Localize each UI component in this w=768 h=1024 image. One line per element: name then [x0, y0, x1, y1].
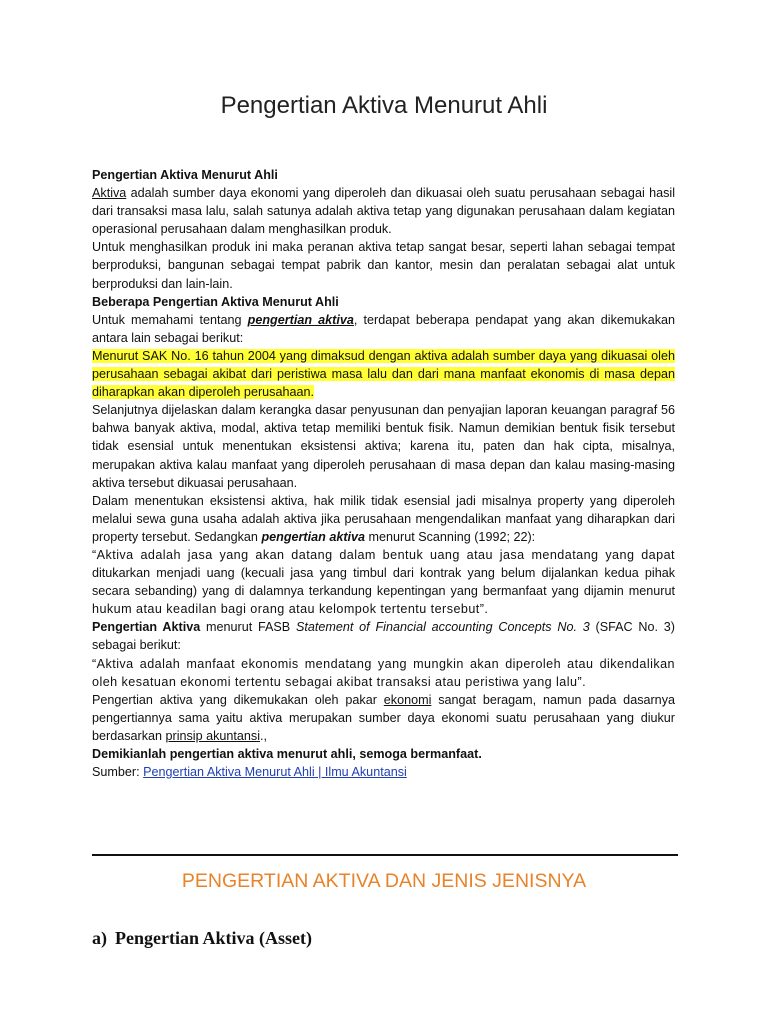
closing-bold: Demikianlah pengertian aktiva menurut ahli, semoga bermanfaat.	[92, 747, 482, 761]
fasb-statement-title: Statement of Financial accounting Concepts No. 3	[295, 620, 590, 635]
horizontal-divider	[92, 854, 678, 856]
fasb-bold-label: Pengertian Aktiva	[92, 620, 201, 635]
paragraph-6	[92, 492, 675, 546]
fasb-text: menurut FASB	[200, 620, 296, 635]
section-a-heading	[92, 928, 320, 949]
quote-scanning-end: hukum atau keadilan bagi orang atau kelompok tertentu tersebut”.	[92, 602, 489, 617]
page-title: Pengertian Aktiva Menurut Ahli	[220, 92, 548, 119]
prinsip-akuntansi-link[interactable]: prinsip akuntansi	[165, 728, 261, 743]
article-body	[92, 166, 675, 781]
paragraph-5: Selanjutnya dijelaskan dalam kerangka dasar penyusunan dan penyajian laporan keuangan paragraf 56 bahwa banyak aktiva, modal, aktiva tetap memiliki bentuk fisik. Namun demikian bentuk fisik tersebut tidak esensial untuk menentukan eksistensi aktiva; karena itu, paten dan hak cipta, misalnya, merupakan aktiva kalau manfaat yang diperoleh perusahaan di masa depan dan kalau masing-masing aktiva tersebut dikuasai perusahaan.	[92, 403, 675, 490]
source-label: Sumber:	[92, 765, 144, 780]
paragraph-1	[92, 184, 675, 238]
source-line	[92, 763, 675, 781]
paragraph-2: Untuk menghasilkan produk ini maka peranan aktiva tetap sangat besar, seperti lahan sebagai tempat berproduksi, bangunan sebagai tempat pabrik dan kantor, mesin dan peralatan sebagai alat untuk berproduksi dan lain-lain.	[92, 240, 675, 291]
fasb-text-end: (SFAC No. 3) sebagai berikut:	[92, 620, 675, 653]
paragraph-10-text-a: Pengertian aktiva yang dikemukakan oleh pakar	[92, 692, 384, 707]
section-a-title: Pengertian Aktiva (Asset)	[115, 928, 312, 948]
heading-beberapa: Beberapa Pengertian Aktiva Menurut Ahli	[92, 294, 339, 309]
ekonomi-link[interactable]: ekonomi	[383, 692, 432, 707]
pengertian-aktiva-link[interactable]: pengertian aktiva	[247, 312, 354, 327]
paragraph-6-text-a: Dalam menentukan eksistensi aktiva, hak milik tidak esensial jadi misalnya property yang diperoleh melalui sewa guna usaha adalah aktiva jika perusahaan mengendalikan manfaat yang diharapkan dari property tersebut. Sedangkan	[92, 493, 675, 544]
aktiva-link[interactable]: Aktiva	[92, 186, 127, 201]
paragraph-3-text-a: Untuk memahami tentang	[92, 312, 248, 327]
quote-scanning-body: ditukarkan menjadi uang (kecuali jasa yang timbul dari kontrak yang belum dijalankan kedua pihak secara sebanding) yang di dalamnya terkandung kepentingan yang bermanfaat yang dijamin menurut	[92, 566, 675, 599]
paragraph-6-text-c: menurut Scanning (1992; 22):	[365, 529, 536, 544]
paragraph-3-text-c: , terdapat beberapa pendapat yang akan dikemukakan antara lain sebagai berikut:	[92, 312, 676, 345]
source-link[interactable]: Pengertian Aktiva Menurut Ahli | Ilmu Akuntansi	[143, 765, 407, 780]
section-title: PENGERTIAN AKTIVA DAN JENIS JENISNYA	[181, 870, 587, 892]
paragraph-sak-highlight	[92, 347, 675, 401]
heading-pengertian: Pengertian Aktiva Menurut Ahli	[92, 168, 278, 182]
paragraph-10	[92, 691, 675, 745]
quote-scanning-line-1: “Aktiva adalah jasa yang akan datang dalam bentuk uang atau jasa mendatang yang dapat	[92, 547, 675, 562]
section-a-marker: a)	[92, 928, 107, 948]
paragraph-1-text: adalah sumber daya ekonomi yang diperoleh dan dikuasai oleh suatu perusahaan sebagai hasil dari transaksi masa lalu, salah satunya adalah aktiva tetap yang digunakan perusahaan dalam kegiatan operasional perusahaan dalam menghasilkan produk.	[92, 186, 675, 237]
quote-fasb: “Aktiva adalah manfaat ekonomis mendatang yang mungkin akan diperoleh atau dikendalikan oleh kesatuan ekonomi tertentu sebagai akibat transaksi atau peristiwa yang lalu”.	[92, 656, 675, 689]
pengertian-aktiva-emphasis: pengertian aktiva	[261, 529, 366, 544]
quote-scanning	[92, 546, 675, 618]
paragraph-10-text-b: sangat beragam, namun pada dasarnya pengertiannya sama yaitu aktiva merupakan sumber daya ekonomi suatu perusahaan yang diukur berdasarkan	[92, 692, 675, 743]
paragraph-3	[92, 311, 675, 347]
closing-statement	[92, 745, 675, 763]
paragraph-10-text-c: .,	[260, 728, 268, 743]
highlighted-text: Menurut SAK No. 16 tahun 2004 yang dimaksud dengan aktiva adalah sumber daya yang dikuasai oleh perusahaan sebagai akibat dari peristiwa masa lalu dan dari mana manfaat ekonomis di masa depan diharapkan akan diperoleh perusahaan.	[92, 348, 675, 400]
paragraph-fasb	[92, 618, 675, 654]
